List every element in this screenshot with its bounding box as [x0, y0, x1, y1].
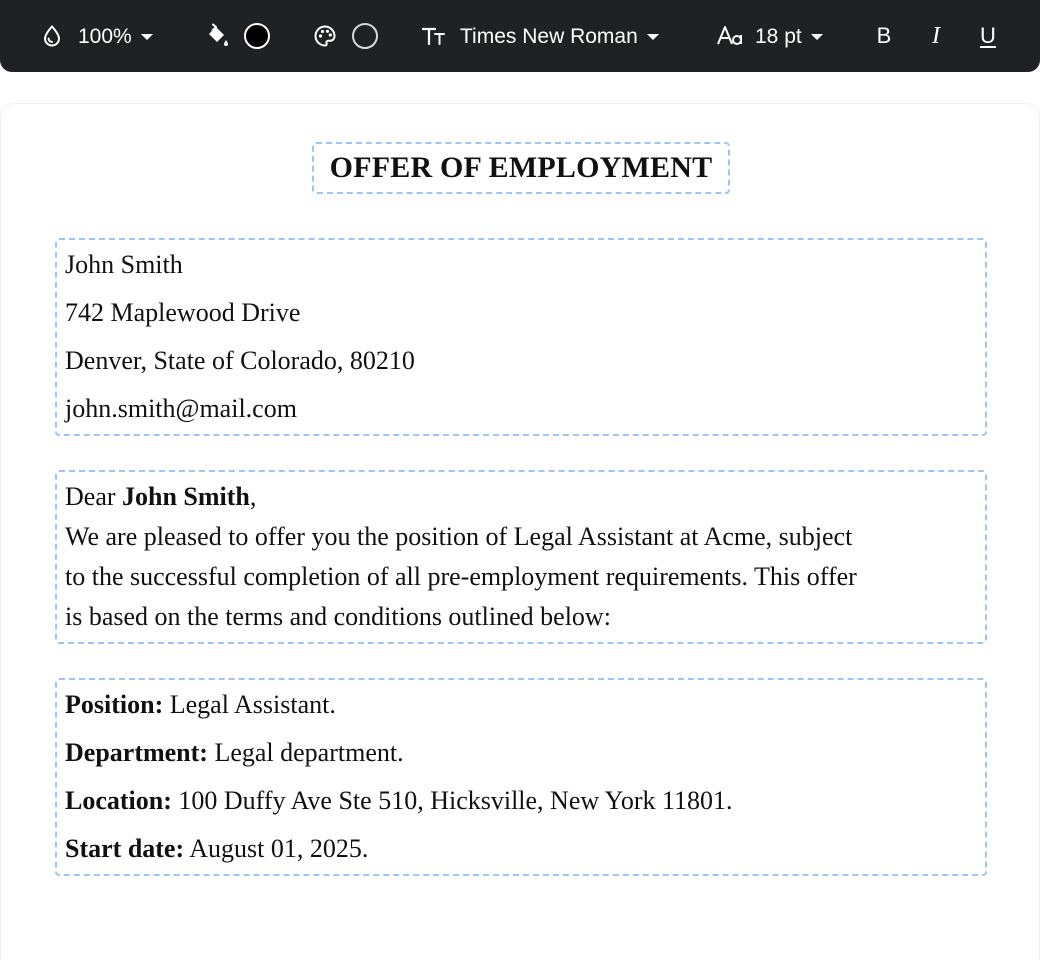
term-value: Legal department.	[207, 738, 404, 767]
bold-button[interactable]	[868, 0, 900, 72]
palette-icon	[313, 24, 337, 48]
italic-button[interactable]	[920, 0, 952, 72]
body-line: to the successful completion of all pre-employment requirements. This offer	[65, 562, 857, 591]
body-line: We are pleased to offer you the position of Legal Assistant at Acme, subject	[65, 522, 853, 551]
text-type-icon	[421, 24, 447, 48]
greeting-prefix: Dear	[65, 482, 123, 511]
paint-bucket-icon	[204, 23, 230, 49]
term-value: August 01, 2025.	[184, 834, 369, 863]
greeting-line	[65, 482, 256, 512]
term-department	[65, 738, 404, 768]
term-label: Department:	[65, 738, 208, 767]
recipient-city-line: Denver, State of Colorado, 80210	[65, 346, 415, 375]
recipient-address-block[interactable]	[55, 238, 987, 436]
fill-color-swatch[interactable]	[244, 23, 270, 49]
format-toolbar	[0, 0, 1040, 72]
chevron-down-icon	[141, 34, 153, 40]
chevron-down-icon	[811, 34, 823, 40]
border-color-swatch[interactable]	[352, 23, 378, 49]
term-label: Location:	[65, 786, 172, 815]
opacity-value: 100%	[78, 24, 132, 48]
recipient-email: john.smith@mail.com	[65, 394, 297, 423]
font-size-value: 18 pt	[755, 24, 802, 48]
bold-label: B	[876, 23, 892, 48]
recipient-name: John Smith	[65, 250, 183, 279]
greeting-suffix: ,	[249, 482, 257, 511]
underline-label: U	[980, 23, 996, 48]
term-location	[65, 786, 733, 816]
font-size-icon	[716, 24, 744, 48]
fill-color-button[interactable]	[204, 0, 230, 72]
underline-button[interactable]	[972, 0, 1004, 72]
term-position	[65, 690, 336, 720]
body-line: is based on the terms and conditions outlined below:	[65, 602, 611, 631]
term-label: Start date:	[65, 834, 185, 863]
chevron-down-icon	[647, 34, 659, 40]
title-text-block[interactable]	[312, 142, 730, 194]
term-value: 100 Duffy Ave Ste 510, Hicksville, New York 11801.	[171, 786, 733, 815]
font-family-dropdown[interactable]	[421, 0, 659, 72]
border-color-button[interactable]	[313, 0, 337, 72]
recipient-street: 742 Maplewood Drive	[65, 298, 301, 327]
term-start-date	[65, 834, 368, 864]
term-value: Legal Assistant.	[163, 690, 336, 719]
document-title: OFFER OF EMPLOYMENT	[329, 151, 713, 184]
term-label: Position:	[65, 690, 164, 719]
terms-block[interactable]	[55, 678, 987, 876]
font-size-dropdown[interactable]	[716, 0, 823, 72]
letter-body-block[interactable]	[55, 470, 987, 644]
opacity-drop-icon	[40, 24, 64, 48]
italic-label: I	[932, 22, 940, 49]
opacity-dropdown[interactable]	[40, 0, 153, 72]
greeting-name: John Smith	[122, 482, 250, 511]
font-family-value: Times New Roman	[460, 24, 638, 48]
